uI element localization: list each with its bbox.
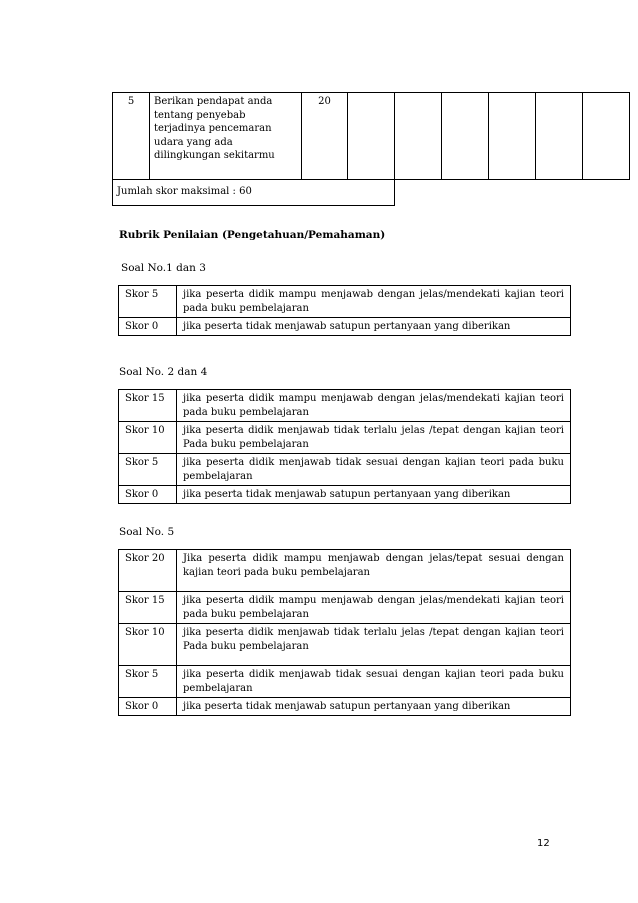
table-row — [119, 698, 571, 716]
table-row — [119, 422, 571, 454]
score-label: Skor 5 — [119, 454, 177, 486]
score-label: Skor 0 — [119, 698, 177, 716]
score-label: Skor 10 — [119, 422, 177, 454]
section-title: Soal No. 5 — [119, 526, 175, 538]
question-text: Berikan pendapat anda tentang penyebab terjadinya pencemaran udara yang ada dilingkungan sekitarmu — [150, 93, 302, 180]
score-description: jika peserta didik mampu menjawab dengan jelas/mendekati kajian teori pada buku pembelajaran — [177, 390, 571, 422]
score-description: jika peserta tidak menjawab satupun pertanyaan yang diberikan — [177, 698, 571, 716]
total-score-label: Jumlah skor maksimal : 60 — [113, 180, 395, 206]
rubric-table-2 — [118, 389, 571, 504]
rubric-heading: Rubrik Penilaian (Pengetahuan/Pemahaman) — [119, 229, 386, 241]
score-table — [112, 92, 630, 206]
score-label: Skor 5 — [119, 666, 177, 698]
score-label: Skor 20 — [119, 550, 177, 592]
table-row — [119, 454, 571, 486]
empty-cell — [583, 93, 630, 180]
section-title: Soal No.1 dan 3 — [121, 262, 206, 274]
total-row — [113, 180, 630, 206]
table-row — [119, 550, 571, 592]
rubric-table-3 — [118, 549, 571, 716]
score-description: jika peserta didik menjawab tidak terlalu jelas /tepat dengan kajian teori Pada buku pembelajaran — [177, 624, 571, 666]
question-number: 5 — [113, 93, 150, 180]
score-description: Jika peserta didik mampu menjawab dengan jelas/tepat sesuai dengan kajian teori pada buku pembelajaran — [177, 550, 571, 592]
score-description: jika peserta didik mampu menjawab dengan jelas/mendekati kajian teori pada buku pembelajaran — [177, 592, 571, 624]
table-row — [119, 666, 571, 698]
table-row — [119, 286, 571, 318]
question-score: 20 — [302, 93, 348, 180]
empty-cell — [442, 93, 489, 180]
table-row — [113, 93, 630, 180]
score-description: jika peserta tidak menjawab satupun pertanyaan yang diberikan — [177, 486, 571, 504]
score-description: jika peserta didik menjawab tidak sesuai dengan kajian teori pada buku pembelajaran — [177, 666, 571, 698]
score-label: Skor 5 — [119, 286, 177, 318]
score-label: Skor 0 — [119, 486, 177, 504]
score-label: Skor 0 — [119, 318, 177, 336]
rubric-table-1 — [118, 285, 571, 336]
empty-cell — [536, 93, 583, 180]
page-number: 12 — [537, 838, 550, 849]
empty-cell — [348, 93, 395, 180]
table-row — [119, 624, 571, 666]
score-label: Skor 15 — [119, 390, 177, 422]
table-row — [119, 592, 571, 624]
empty-cell — [489, 93, 536, 180]
score-description: jika peserta didik menjawab tidak sesuai dengan kajian teori pada buku pembelajaran — [177, 454, 571, 486]
section-title: Soal No. 2 dan 4 — [119, 366, 208, 378]
score-description: jika peserta tidak menjawab satupun pertanyaan yang diberikan — [177, 318, 571, 336]
empty-cell — [395, 93, 442, 180]
score-description: jika peserta didik mampu menjawab dengan jelas/mendekati kajian teori pada buku pembelajaran — [177, 286, 571, 318]
table-row — [119, 486, 571, 504]
score-label: Skor 10 — [119, 624, 177, 666]
score-description: jika peserta didik menjawab tidak terlalu jelas /tepat dengan kajian teori Pada buku pembelajaran — [177, 422, 571, 454]
table-row — [119, 318, 571, 336]
table-row — [119, 390, 571, 422]
score-label: Skor 15 — [119, 592, 177, 624]
